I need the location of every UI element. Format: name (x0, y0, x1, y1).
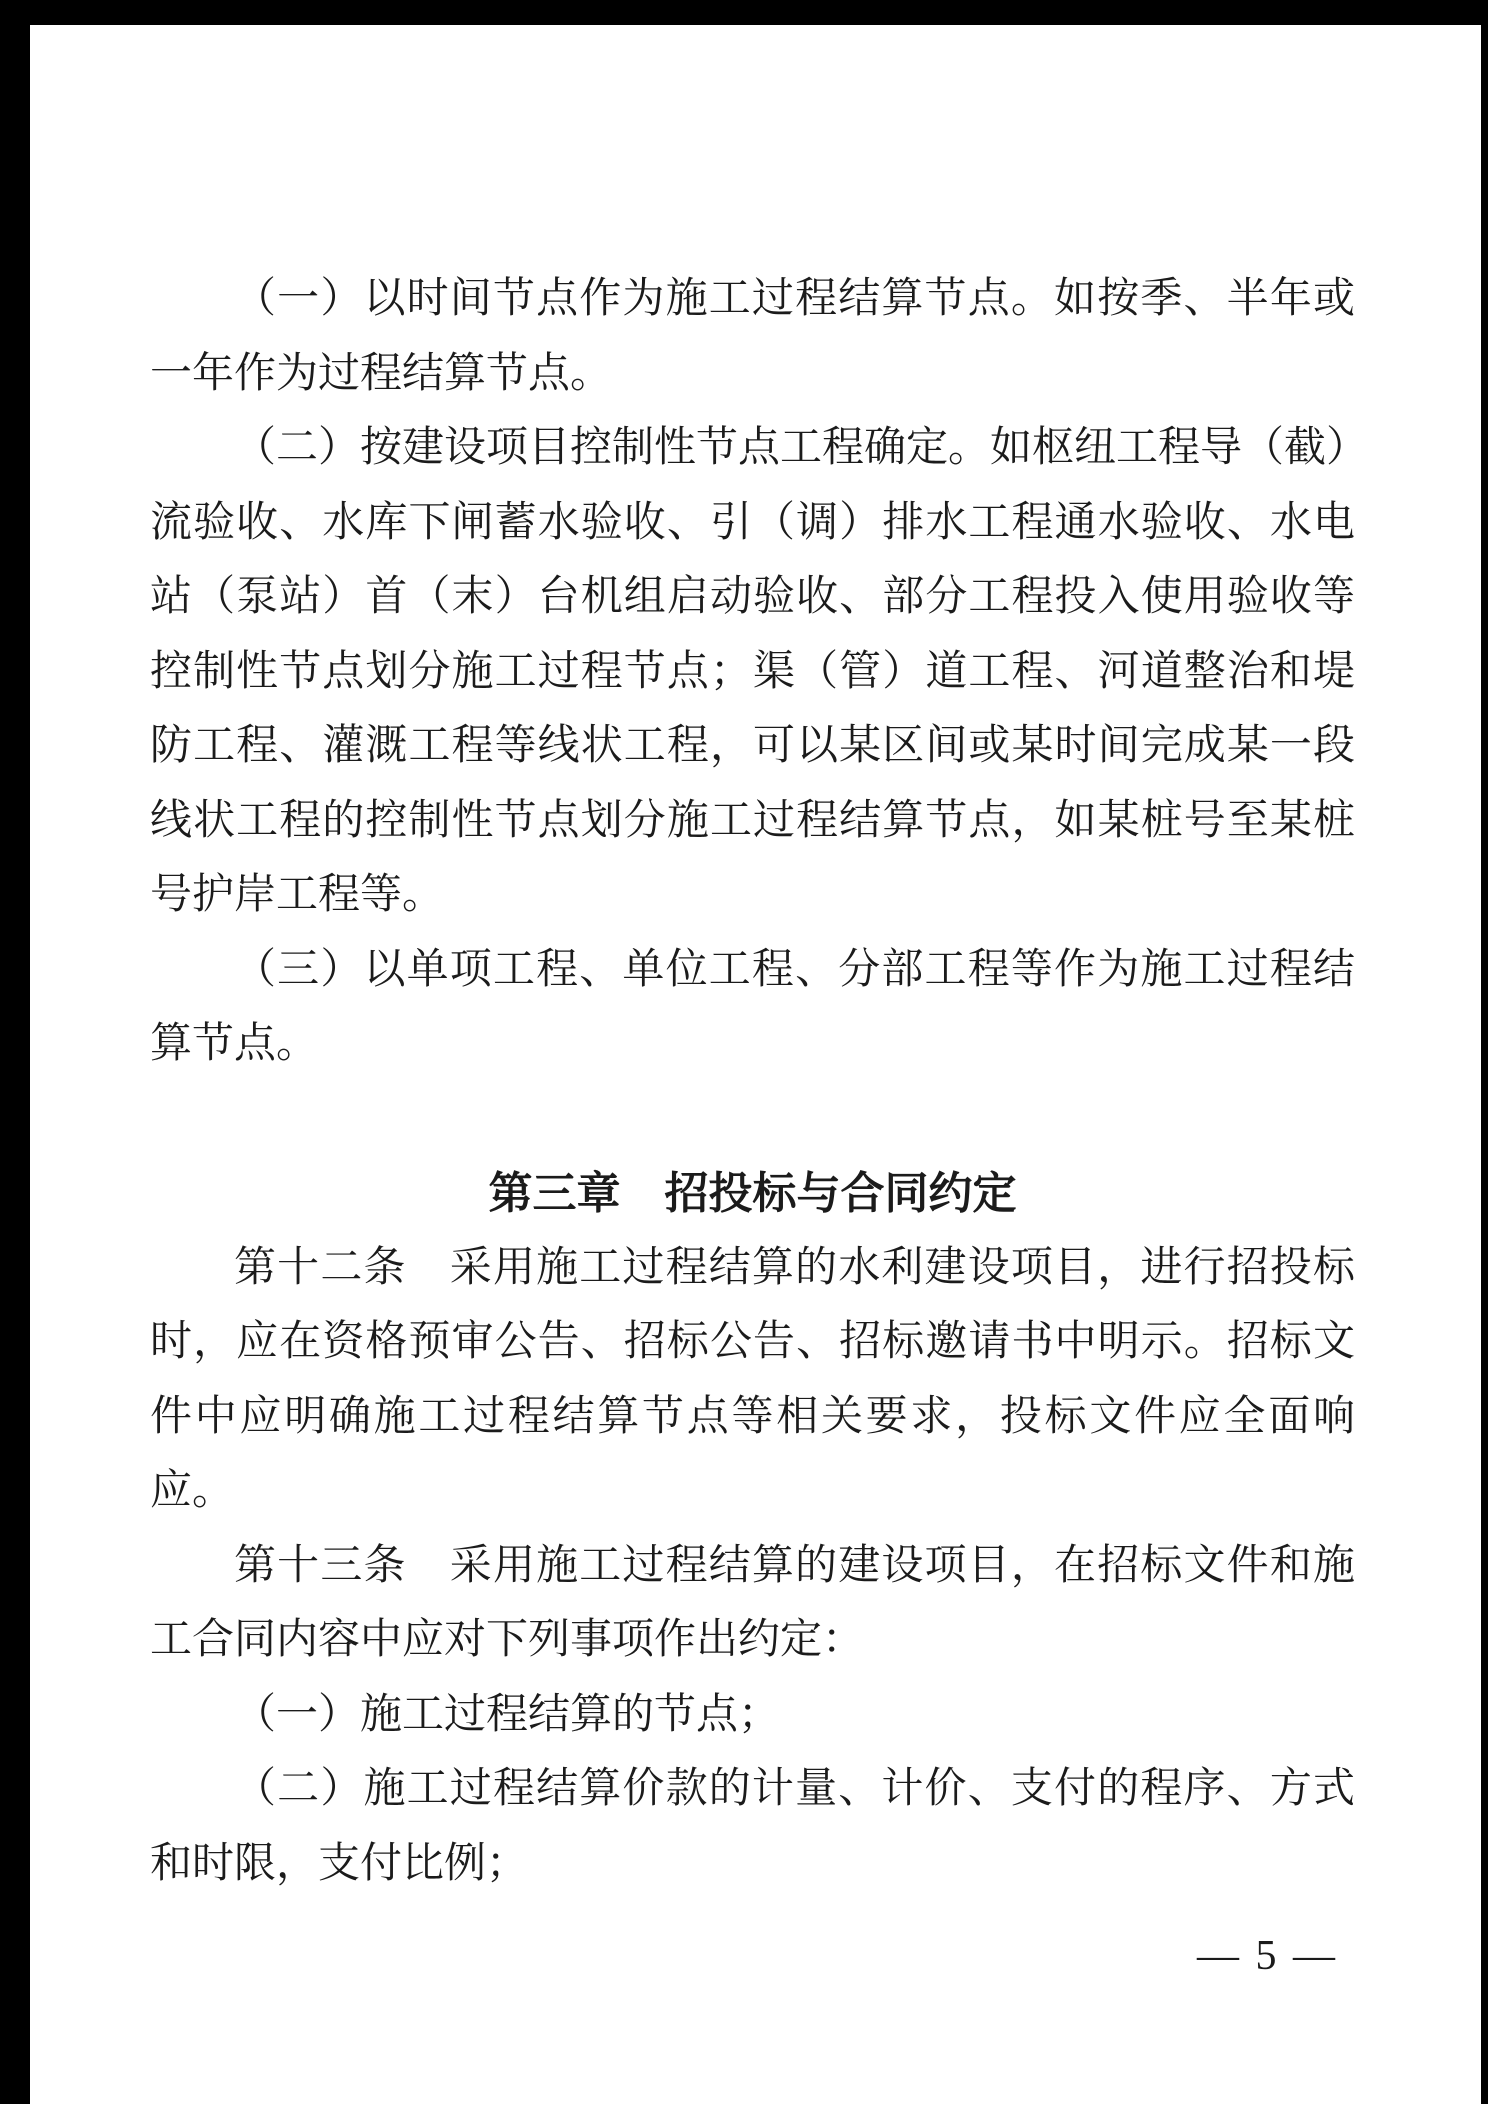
document-body (150, 262, 1369, 1901)
page-number: — 5 — (1197, 1933, 1338, 1979)
text-line: 控制性节点划分施工过程节点；渠（管）道工程、河道整治和堤 (150, 648, 1355, 695)
paragraph-article-13 (150, 1529, 1355, 1678)
scan-border-top (0, 0, 1488, 25)
paragraph-list-item-2 (150, 1752, 1355, 1901)
text-line: 工合同内容中应对下列事项作出约定： (150, 1617, 865, 1663)
text-line: 第十三条 采用施工过程结算的建设项目，在招标文件和施 (234, 1542, 1355, 1589)
text-line: 一年作为过程结算节点。 (150, 350, 613, 397)
paragraph-list-item-1 (150, 1678, 1355, 1753)
paragraph-article-12 (150, 1231, 1355, 1529)
scan-border-right (1481, 0, 1488, 2104)
text-line: 件中应明确施工过程结算节点等相关要求，投标文件应全面响 (150, 1393, 1355, 1440)
text-line: （三）以单项工程、单位工程、分部工程等作为施工过程结 (234, 946, 1355, 993)
text-line: 防工程、灌溉工程等线状工程，可以某区间或某时间完成某一段 (150, 723, 1355, 769)
text-line: （二）按建设项目控制性节点工程确定。如枢纽工程导（截） (234, 425, 1369, 471)
text-line: 应。 (150, 1468, 235, 1514)
text-line: 时，应在资格预审公告、招标公告、招标邀请书中明示。招标文 (150, 1319, 1355, 1365)
text-line: 线状工程的控制性节点划分施工过程结算节点，如某桩号至某桩 (150, 797, 1355, 844)
paragraph-item-3 (150, 933, 1355, 1082)
text-line: 和时限，支付比例； (150, 1840, 529, 1887)
paragraph-item-1 (150, 262, 1355, 411)
text-line: （二）施工过程结算价款的计量、计价、支付的程序、方式 (234, 1766, 1355, 1812)
text-line: （一）施工过程结算的节点； (234, 1691, 781, 1738)
text-line: 流验收、水库下闸蓄水验收、引（调）排水工程通水验收、水电 (150, 499, 1355, 546)
text-line: （一）以时间节点作为施工过程结算节点。如按季、半年或 (234, 276, 1355, 322)
scan-border-left (0, 0, 30, 2104)
paragraph-item-2 (150, 411, 1369, 933)
text-line: 站（泵站）首（末）台机组启动验收、部分工程投入使用验收等 (150, 574, 1355, 620)
text-line: 算节点。 (150, 1021, 319, 1067)
text-line: 号护岸工程等。 (150, 872, 445, 918)
chapter-heading: 第三章 招投标与合同约定 (488, 1168, 1017, 1218)
text-line: 第十二条 采用施工过程结算的水利建设项目，进行招投标 (234, 1244, 1355, 1291)
